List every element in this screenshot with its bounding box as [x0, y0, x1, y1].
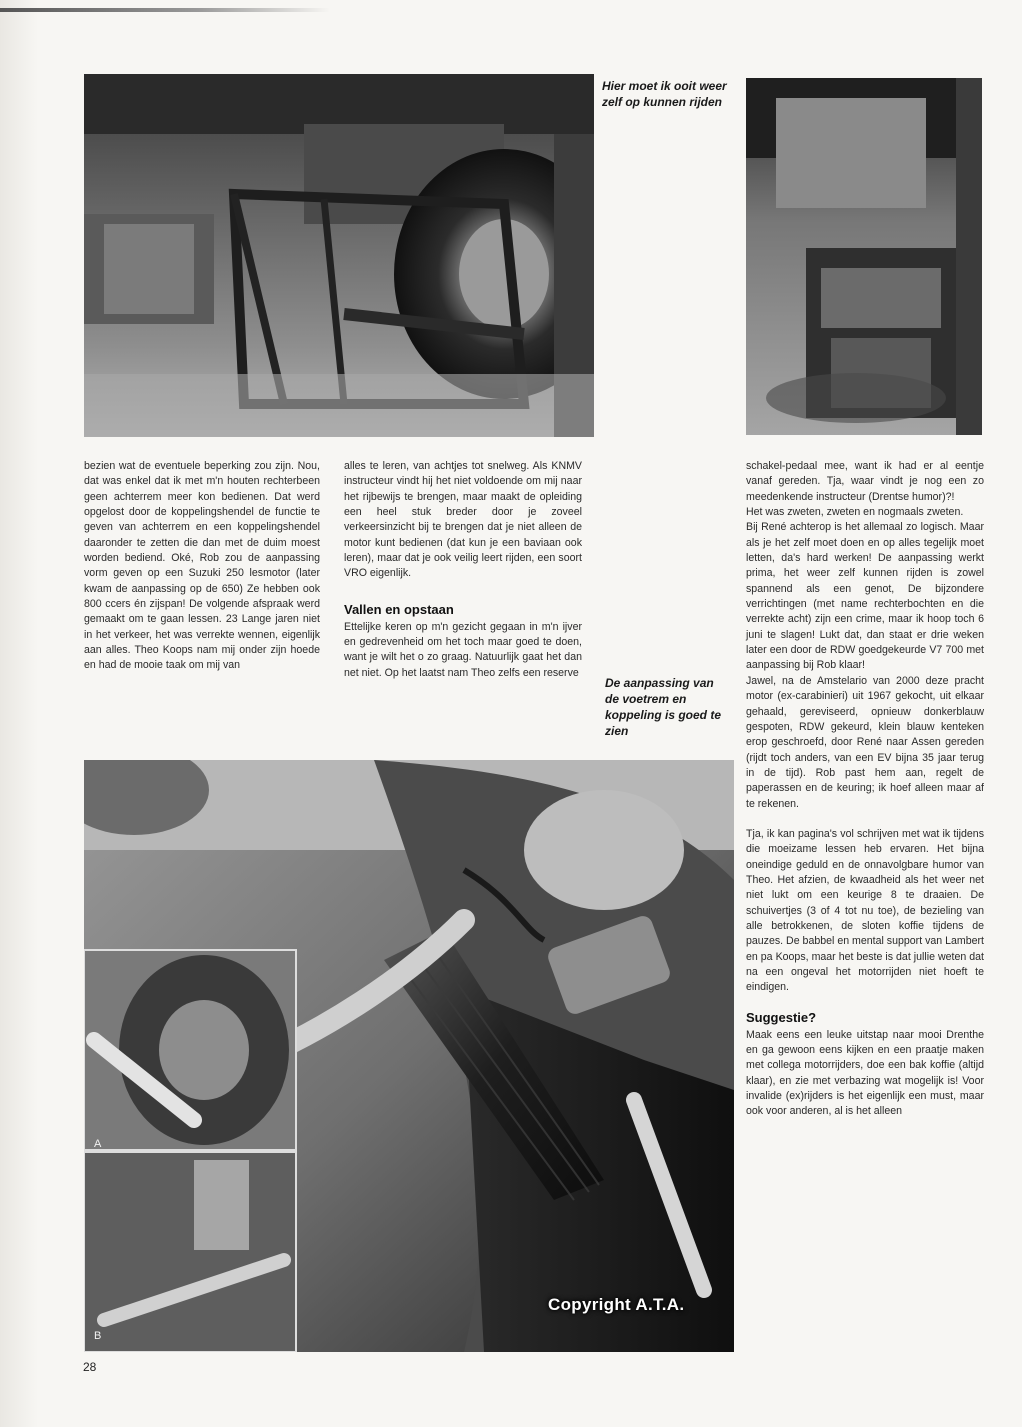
- column-right-paragraph: schakel-pedaal mee, want ik had er al eentje vanaf gereden. Tja, waar vindt je nog een zo meedenkende instructeur (Drentse humor)?!: [746, 460, 984, 503]
- column-left: [84, 459, 320, 674]
- page-edge-shadow: [0, 0, 38, 1427]
- column-right-paragraph: Jawel, na de Amstelario van 2000 deze pracht motor (ex-carabinieri) uit 1967 gekocht, uit elkaar gehaald, gereviseerd, opnieuw donkerblauw gespoten, RDW gekeurd, klein blauw kenteken erop geschroefd, door René naar Assen gereden (rijdt toch anders, van een EV bijna 35 jaar terug in de tijd). Rob past hem aan, regelt de paperassen en de keuring; ik hoef alleen maar af te rekenen.: [746, 674, 984, 810]
- inset-a-label: A: [94, 1138, 102, 1150]
- photo-caption-top: Hier moet ik ooit weer zelf op kunnen rijden: [602, 79, 727, 109]
- photo-handlebar-clutch: [84, 760, 734, 1352]
- copyright-watermark: Copyright A.T.A.: [548, 1295, 685, 1314]
- column-middle-paragraph: alles te leren, van achtjes tot snelweg. Als KNMV instructeur vindt hij het niet voldoende om mij naar het rijbewijs te brengen, maar maakt de opleiding een heel stuk breder door je zoveel verkeersinzicht bij te brengen dat je niet alleen de motor kunt bedienen (dat kun je een baviaan ook leren), maar dat je ook veilig leert rijden, een soort VRO eigenlijk.: [344, 460, 582, 580]
- photo-engine-workshop: [746, 78, 982, 435]
- column-right-paragraph: Bij René achterop is het allemaal zo logisch. Maar als je het zelf moet doen en op alles tegelijk moet letten, da's hard werken! De aanpassing werkt prima, het weer zelf kunnen rijden is zowel spannend als een genot, De bijzondere verrichtingen (met name rechterbochten en die verrekte acht) zijn een crime, maar ik hoop toch 6 juni te slagen! Lukt dat, dan staat er drie weken later een door de RDW goedgekeurde V7 700 met aanpassing bij Rob klaar!: [746, 521, 984, 672]
- section-heading-suggestie: Suggestie?: [746, 1009, 817, 1025]
- page-number: 28: [83, 1360, 97, 1374]
- top-rule: [0, 8, 330, 12]
- column-middle: [344, 459, 582, 681]
- inset-b-label: B: [94, 1330, 102, 1342]
- photo-motorframe-workshop: [84, 74, 594, 437]
- column-right-paragraph: Maak eens een leuke uitstap naar mooi Drenthe en ga gewoon eens kijken en een praatje maken met collega motorrijders, doe een bak koffie (altijd klaar), en zie met verbazing wat mogelijk is! Voor invalide (ex)rijders is het eigenlijk een must, maar ook voor anderen, al is het alleen: [746, 1028, 984, 1118]
- photo-caption-middle: De aanpassing van de voetrem en koppeling is goed te zien: [605, 676, 722, 738]
- column-left-paragraph: bezien wat de eventuele beperking zou zijn. Nou, dat was enkel dat ik met m'n houten rechterbeen geen achterrem meer kon bedienen. Dat werd opgelost door de koppelingshendel de functie te geven van achterrem en een koppelingshendel daaronder te zetten die dan met de duim moest worden bediend. Oké, Rob zou de aanpassing vorm geven op een Suzuki 250 lesmotor (later kwam de aanpassing op de 650) Ze hebben ook 800 ccers én zijspan! De volgende afspraak werd gemaakt om te gaan lessen. 23 Lange jaren niet in het verkeer, het was verrekte wennen, eigenlijk aan alles. Theo Koops nam mij onder zijn hoede en had de mooie taak om mij van: [84, 460, 320, 672]
- column-right: [746, 459, 984, 1120]
- column-right-paragraph: Tja, ik kan pagina's vol schrijven met wat ik tijdens die moeizame lessen heb ervaren. Het bijna oneindige geduld en de onnavolgbare humor van Theo. Het afzien, de kwaadheid als het weer net niet lukt om een keurige 8 te draaien. De schuivertjes (3 of 4 tot nu toe), de bezieling van alle betrokkenen, de sloten koffie tijdens de pauzes. De babbel en mental support van Lambert en pa Koops, maar het beste is dat jullie weten dat na een ongeval het motorrijden niet hoeft te eindigen.: [746, 827, 984, 994]
- column-middle-paragraph: Ettelijke keren op m'n gezicht gegaan in m'n ijver en gedrevenheid om het toch maar goed te doen, want je wilt het o zo graag. Natuurlijk gaat het dan net niet. Op het laatst nam Theo zelfs een reserve: [344, 620, 582, 679]
- column-right-paragraph: Het was zweten, zweten en nogmaals zweten.: [746, 506, 964, 519]
- section-heading-vallen: Vallen en opstaan: [344, 601, 454, 617]
